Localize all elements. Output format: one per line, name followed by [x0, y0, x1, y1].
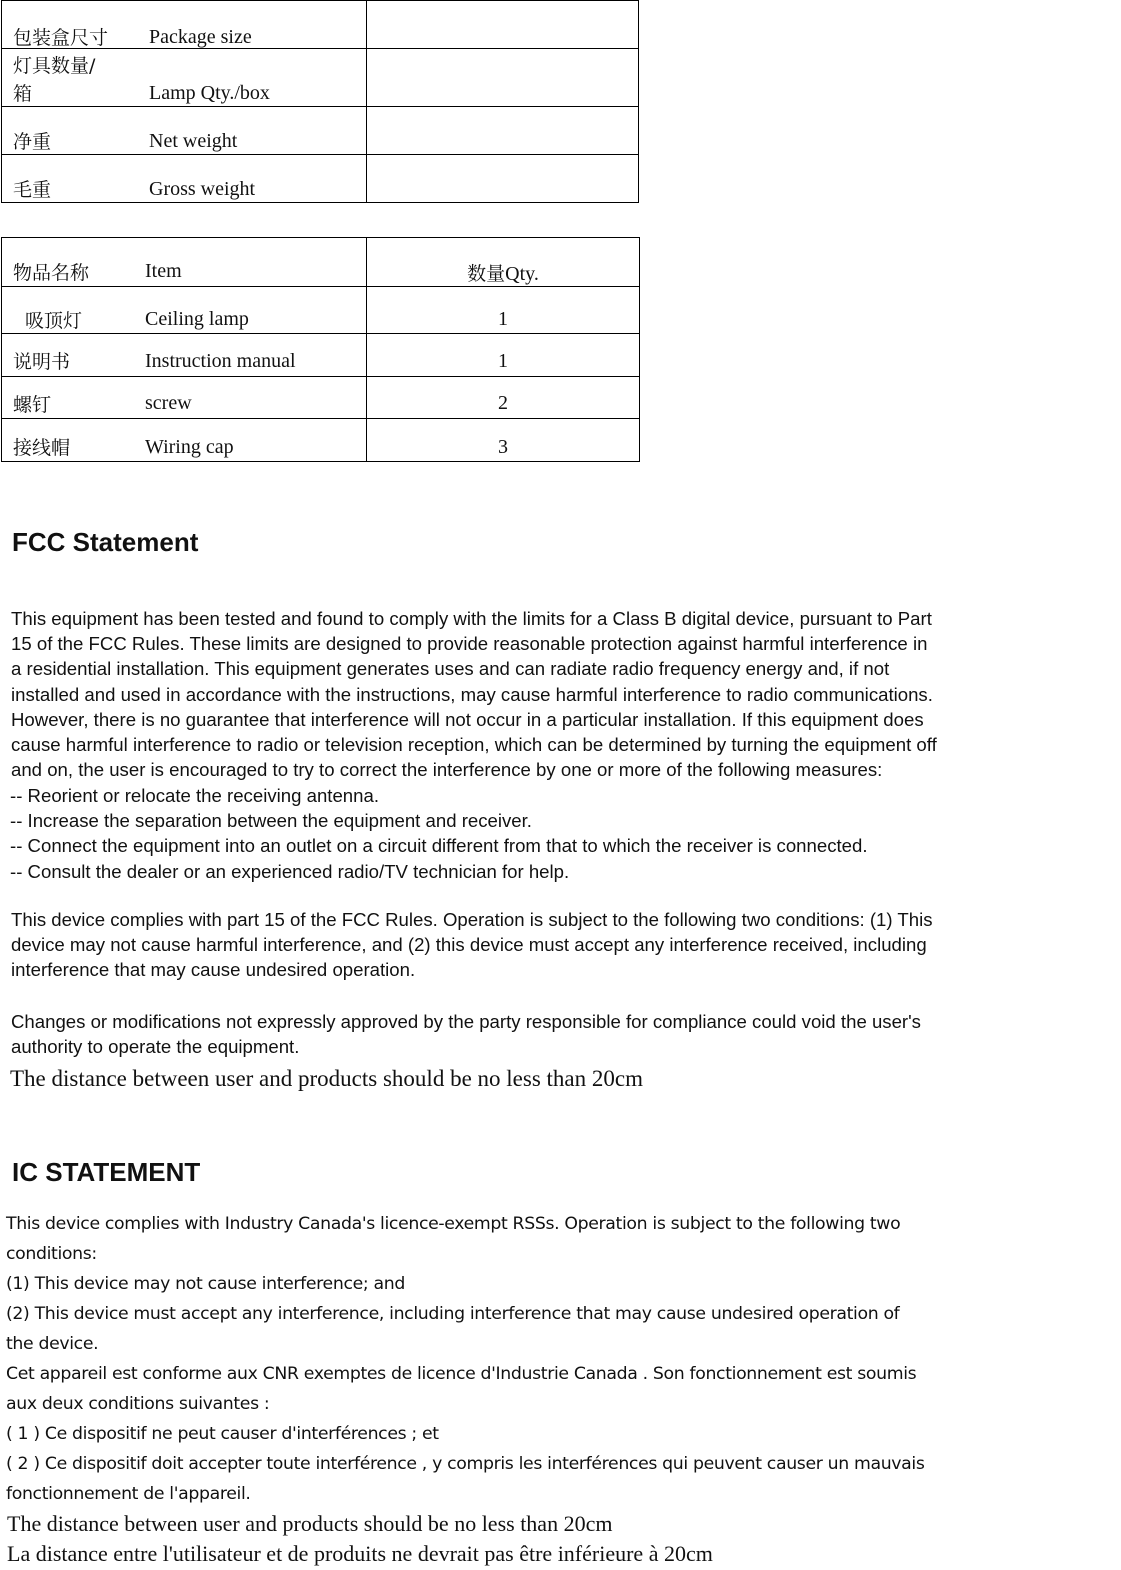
items-table: [1, 237, 640, 462]
text-line: a residential installation. This equipment generates uses and can radiate radio frequency energy and, if not: [11, 658, 890, 680]
item-cn: 吸顶灯: [25, 310, 83, 332]
item-label-cell: [2, 419, 367, 462]
fcc-measures-list: [10, 783, 1110, 884]
value-cell: [367, 107, 639, 155]
value-cell: [367, 49, 639, 107]
label-cn: 包装盒尺寸: [13, 27, 109, 49]
item-qty-cell: [367, 287, 640, 334]
header-qty: [367, 259, 639, 286]
text-line: Cet appareil est conforme aux CNR exemptes de licence d'Industrie Canada . Son fonctionnement est soumis: [6, 1364, 917, 1384]
text-line: (2) This device must accept any interference, including interference that may cause undesired operation of: [6, 1304, 900, 1324]
package-row: [2, 49, 639, 107]
label-en: Lamp Qty./box: [149, 82, 270, 104]
item-qty-cell: [367, 377, 640, 419]
measure-item: -- Increase the separation between the equipment and receiver.: [10, 810, 532, 832]
item-qty-cell: [367, 419, 640, 462]
text-line: device may not cause harmful interference, and (2) this device must accept any interference received, including: [11, 934, 927, 956]
header-cn: 物品名称: [13, 262, 90, 284]
label-en: Gross weight: [149, 178, 256, 200]
text-line: fonctionnement de l'appareil.: [6, 1484, 251, 1504]
ic-title: IC STATEMENT: [12, 1157, 201, 1187]
label-cn-line2: 箱: [13, 83, 33, 105]
item-en: Ceiling lamp: [145, 308, 249, 330]
text-line: Changes or modifications not expressly approved by the party responsible for compliance could void the user's: [11, 1011, 921, 1032]
header-qty-cell: [367, 238, 640, 287]
package-row: [2, 107, 639, 155]
item-cn: 说明书: [13, 351, 71, 373]
text-line: (1) This device may not cause interference; and: [6, 1274, 405, 1294]
item-row: [2, 419, 640, 462]
item-qty: 3: [498, 436, 508, 458]
header-en: Item: [145, 260, 182, 282]
items-header-row: [2, 238, 640, 287]
item-row: [2, 287, 640, 334]
item-cn: 螺钉: [13, 394, 52, 416]
item-row: [2, 334, 640, 377]
fcc-title: FCC Statement: [12, 527, 199, 557]
item-qty: 1: [498, 350, 508, 372]
label-en: Package size: [149, 26, 252, 48]
measure-item: -- Consult the dealer or an experienced radio/TV technician for help.: [10, 860, 570, 882]
measure-item: -- Connect the equipment into an outlet on a circuit different from that to which the receiver is connected.: [10, 835, 868, 857]
label-cn: 毛重: [13, 179, 52, 201]
package-row: [2, 155, 639, 203]
package-table: [1, 0, 639, 203]
text-line: the device.: [6, 1334, 99, 1354]
text-line: aux deux conditions suivantes :: [6, 1394, 270, 1414]
item-qty-cell: [367, 334, 640, 377]
fcc-distance-note: The distance between user and products should be no less than 20cm: [10, 1066, 643, 1091]
label-cn: 净重: [13, 131, 52, 153]
text-line: and on, the user is encouraged to try to correct the interference by one or more of the following measures:: [11, 759, 883, 781]
fcc-paragraph-2: [11, 907, 1111, 983]
header-label-cell: [2, 238, 367, 287]
text-line: authority to operate the equipment.: [11, 1036, 300, 1058]
ic-statement-body: [6, 1209, 1120, 1509]
label-cell: [2, 49, 367, 107]
item-qty: 1: [498, 308, 508, 330]
item-label-cell: [2, 334, 367, 377]
label-cell: [2, 107, 367, 155]
text-line: installed and used in accordance with the instructions, may cause harmful interference to radio communications.: [11, 683, 933, 705]
label-cell: [2, 155, 367, 203]
value-cell: [367, 1, 639, 49]
fcc-paragraph-1: [11, 606, 1111, 782]
item-cn: 接线帽: [13, 437, 71, 459]
package-row: [2, 1, 639, 49]
header-qty-en: Qty.: [505, 263, 539, 285]
item-en: Instruction manual: [145, 350, 296, 372]
text-line: ( 2 ) Ce dispositif doit accepter toute interférence , y compris les interférences qui peuvent causer un mauvais: [6, 1454, 925, 1474]
ic-distance-note-en: The distance between user and products should be no less than 20cm: [7, 1511, 613, 1536]
text-line: conditions:: [6, 1244, 97, 1264]
label-cn: 灯具数量/: [13, 55, 96, 77]
item-en: screw: [145, 392, 192, 414]
label-en: Net weight: [149, 130, 238, 152]
text-line: This device complies with Industry Canada's licence-exempt RSSs. Operation is subject to the following two: [6, 1214, 901, 1234]
item-label-cell: [2, 287, 367, 334]
text-line: 15 of the FCC Rules. These limits are designed to provide reasonable protection against harmful interference in: [11, 633, 928, 655]
item-en: Wiring cap: [145, 436, 234, 458]
text-line: ( 1 ) Ce dispositif ne peut causer d'interférences ; et: [6, 1424, 439, 1444]
text-line: interference that may cause undesired operation.: [11, 959, 416, 981]
label-cell: [2, 1, 367, 49]
item-qty: 2: [498, 392, 508, 414]
text-line: cause harmful interference to radio or television reception, which can be determined by turning the equipment off: [11, 734, 937, 756]
value-cell: [367, 155, 639, 203]
ic-distance-note-fr: La distance entre l'utilisateur et de produits ne devrait pas être inférieure à 20cm: [7, 1541, 713, 1566]
text-line: This equipment has been tested and found to comply with the limits for a Class B digital device, pursuant to Part: [11, 608, 932, 629]
text-line: However, there is no guarantee that interference will not occur in a particular installation. If this equipment does: [11, 708, 924, 730]
header-qty-cn: 数量: [467, 263, 506, 285]
measure-item: -- Reorient or relocate the receiving antenna.: [10, 785, 379, 806]
fcc-paragraph-3: [11, 1009, 1111, 1059]
item-label-cell: [2, 377, 367, 419]
text-line: This device complies with part 15 of the FCC Rules. Operation is subject to the following two conditions: (1) This: [11, 909, 933, 930]
item-row: [2, 377, 640, 419]
